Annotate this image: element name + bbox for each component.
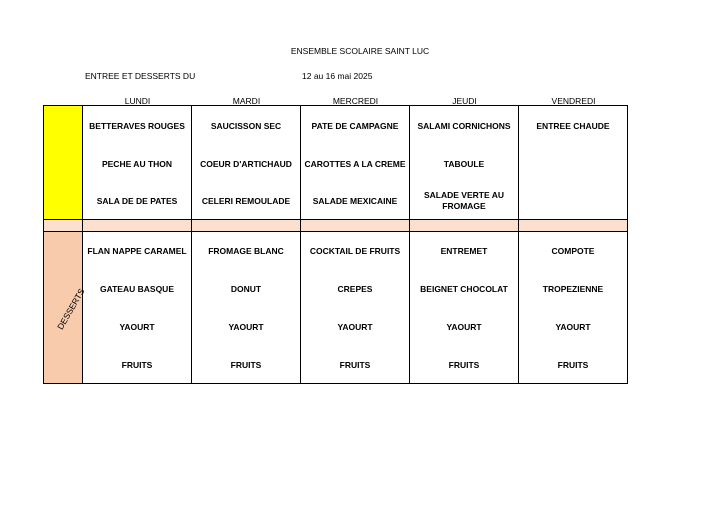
dessert-cell: DONUT [230,283,262,294]
entree-cell: PATE DE CAMPAGNE [311,120,399,131]
dessert-cell: GATEAU BASQUE [100,283,174,294]
separator-top-line [44,219,627,220]
day-header-jeudi: JEUDI [452,96,477,106]
dessert-cell: COCKTAIL DE FRUITS [309,245,401,256]
entree-cell: CAROTTES A LA CREME [304,158,406,169]
dessert-cell: YAOURT [555,321,591,332]
entree-cell [519,183,627,219]
entree-cell: BETTERAVES ROUGES [89,120,185,131]
dessert-cell: FRUITS [230,359,262,370]
entree-cell: CELERI REMOULADE [201,195,291,206]
entree-cell [519,146,627,182]
date-range: 12 au 16 mai 2025 [302,71,373,81]
day-header-mardi: MARDI [232,96,261,106]
entree-cell: SALADE MEXICAINE [312,195,398,206]
dessert-cell: YAOURT [446,321,482,332]
dessert-cell: FRUITS [557,359,589,370]
separator-bottom-line [44,231,627,232]
dessert-cell: ENTREMET [440,245,488,256]
day-header-lundi: LUNDI [124,96,151,106]
entree-cell: SALA DE DE PATES [96,195,178,206]
entree-cell: TABOULE [443,158,485,169]
dessert-cell: BEIGNET CHOCOLAT [420,283,508,294]
day-header-mercredi: MERCREDI [332,96,379,106]
entree-cell: ENTREE CHAUDE [536,120,610,131]
day-header-vendredi: VENDREDI [551,96,596,106]
desserts-side-label: DESSERTS [55,286,87,332]
dessert-cell: YAOURT [119,321,155,332]
dessert-cell: FLAN NAPPE CARAMEL [87,245,187,256]
dessert-cell: FRUITS [448,359,480,370]
dessert-cell: TROPEZIENNE [542,283,604,294]
dessert-cell: FROMAGE BLANC [208,245,284,256]
menu-table [43,105,628,384]
school-title: ENSEMBLE SCOLAIRE SAINT LUC [290,46,430,56]
menu-subtitle: ENTREE ET DESSERTS DU [85,71,196,81]
entree-cell: SALAMI CORNICHONS [417,120,511,131]
entree-band [44,106,82,219]
entree-cell: SAUCISSON SEC [210,120,282,131]
dessert-cell: COMPOTE [551,245,595,256]
dessert-cell: CREPES [337,283,373,294]
dessert-cell: FRUITS [121,359,153,370]
entree-cell: PECHE AU THON [101,158,173,169]
dessert-cell: YAOURT [228,321,264,332]
entree-cell: COEUR D'ARTICHAUD [200,158,292,169]
dessert-cell: FRUITS [339,359,371,370]
dessert-cell: YAOURT [337,321,373,332]
entree-cell: SALADE VERTE AU FROMAGE [424,190,504,211]
section-separator [44,219,627,231]
